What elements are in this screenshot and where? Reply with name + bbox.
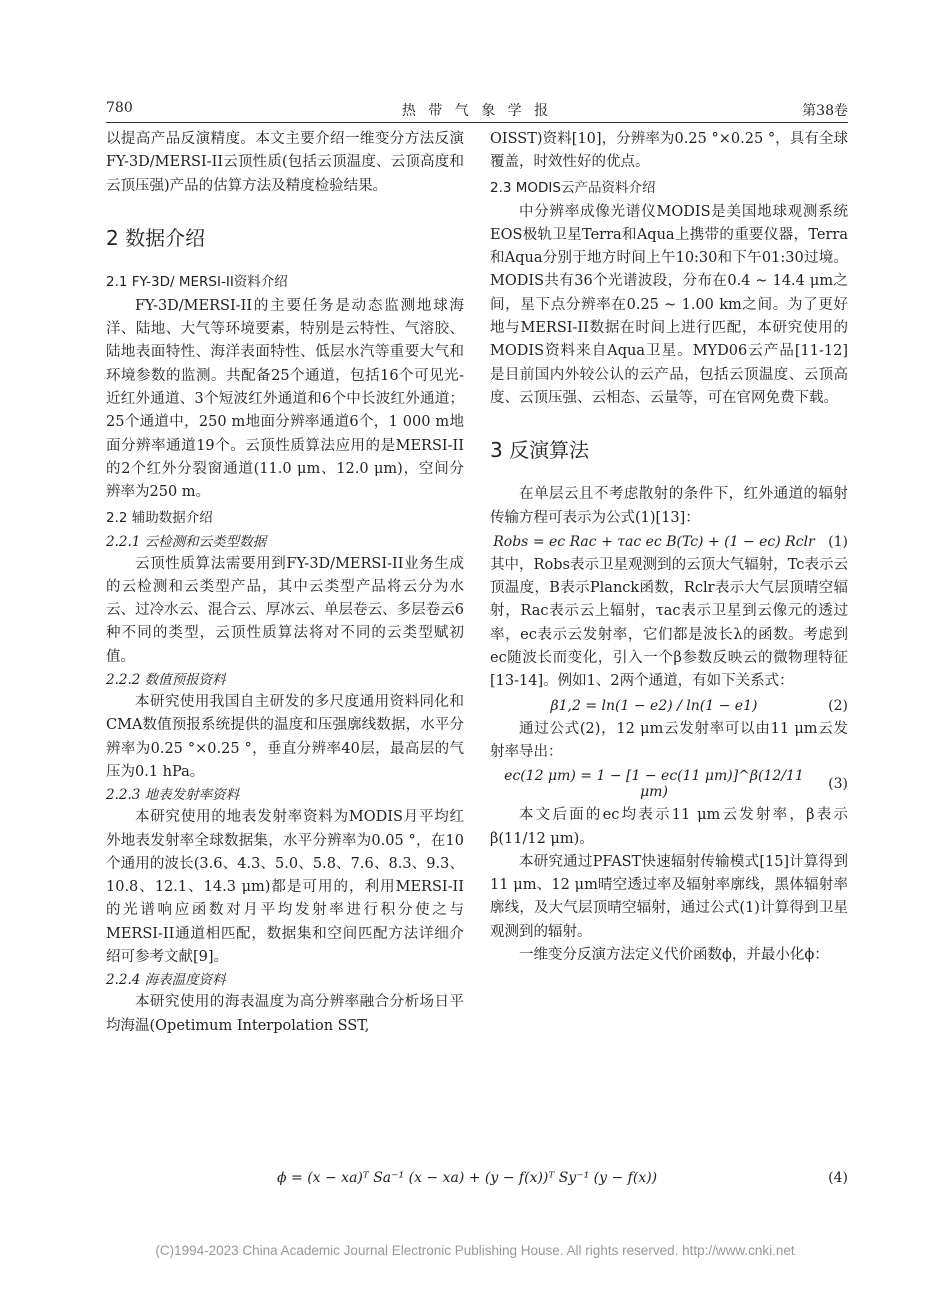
left-column [106, 128, 464, 1038]
paragraph-3-f: 一维变分反演方法定义代价函数ϕ，并最小化ϕ： [519, 947, 829, 964]
paragraph-2-3: 中分辨率成像光谱仪MODIS是美国地球观测系统EOS极轨卫星Terra和Aqua上携带的重要仪器，Terra和Aqua分别于地方时间上午10:30和下午01:30过境。MODIS共有36个光谱波段，分布在0.4 ~ 14.4 μm之间，星下点分辨率在0.25 ~ 1.00 km之间。为了更好地与MERSI-II数据在时间上进行匹配，本研究使用的MODIS资料来自Aqua卫星。MYD06云产品[11-12]是目前国内外较公认的云产品，包括云顶温度、云顶高度、云顶压强、云相态、云量等，可在官网免费下载。 [490, 203, 848, 406]
equation-2 [490, 698, 848, 714]
equation-3-body: ec(12 μm) = 1 − [1 − ec(11 μm)]^β(12/11 μm) [504, 768, 804, 801]
paragraph-2-1: FY-3D/MERSI-II的主要任务是动态监测地球海洋、陆地、大气等环境要素，特别是云特性、气溶胶、陆地表面特性、海洋表面特性、低层水汽等重要大气和环境参数的监测。共配备25个通道，包括16个可见光-近红外通道、3个短波红外通道和6个中长波红外通道；25个通道中，250 m地面分辨率通道6个，1 000 m地面分辨率通道19个。云顶性质算法应用的是MERSI-II的2个红外分裂窗通道(11.0 μm、12.0 μm)，空间分辨率为250 m。 [106, 297, 464, 501]
equation-1 [490, 534, 848, 550]
copyright-footer: (C)1994-2023 China Academic Journal Electronic Publishing House. All rights reserved. http://www.cnki.net [155, 1243, 795, 1258]
paragraph-2-2-3: 本研究使用的地表发射率资料为MODIS月平均红外地表发射率全球数据集，水平分辨率为0.05 °，在10个通用的波长(3.6、4.3、5.0、5.8、7.6、8.3、9.3、10.8、12.1、14.3 μm)都是可用的，利用MERSI-II的光谱响应函数对月平均发射率进行积分使之与MERSI-II通道相匹配，数据集和空间匹配方法详细介绍可参考文献[9]。 [106, 809, 464, 966]
section-2-heading: 2 数据介绍 [106, 225, 206, 250]
paragraph-3-d: 本文后面的ec均表示11 μm云发射率，β表示β(11/12 μm)。 [490, 807, 848, 847]
equation-3-number: (3) [828, 776, 848, 793]
equation-4-number: (4) [828, 1170, 848, 1186]
subsection-2-1-heading: 2.1 FY-3D/ MERSI-II资料介绍 [106, 273, 288, 290]
journal-title: 热 带 气 象 学 报 [401, 103, 553, 119]
subsection-2-2-3-heading: 2.2.3 地表发射率资料 [106, 787, 240, 804]
paragraph-2-2-2: 本研究使用我国自主研发的多尺度通用资料同化和CMA数值预报系统提供的温度和压强廓线数据，水平分辨率为0.25 °×0.25 °，垂直分辨率40层，最高层的气压为0.1 hPa。 [106, 694, 464, 780]
paragraph-2-2-4: 本研究使用的海表温度为高分辨率融合分析场日平均海温(Opetimum Interpolation SST, [106, 994, 464, 1034]
volume-label: 第38卷 [802, 103, 848, 119]
equation-4-body: ϕ = (x − xa)ᵀ Sa⁻¹ (x − xa) + (y − f(x))ᵀ Sy⁻¹ (y − f(x)) [277, 1170, 658, 1186]
paragraph-continued: OISST)资料[10]，分辨率为0.25 °×0.25 °，具有全球覆盖，时效性好的优点。 [490, 131, 848, 171]
paragraph-3-a: 在单层云且不考虑散射的条件下，红外通道的辐射传输方程可表示为公式(1)[13]： [490, 486, 848, 526]
equation-3 [490, 768, 848, 800]
intro-paragraph: 以提高产品反演精度。本文主要介绍一维变分方法反演FY-3D/MERSI-II云顶性质(包括云顶温度、云顶高度和云顶压强)产品的估算方法及精度检验结果。 [106, 131, 464, 194]
page-number: 780 [106, 100, 133, 116]
paragraph-3-e: 本研究通过PFAST快速辐射传输模式[15]计算得到11 μm、12 μm晴空透过率及辐射率廓线，黑体辐射率廓线，及大气层顶晴空辐射，通过公式(1)计算得到卫星观测到的辐射。 [490, 853, 848, 940]
subsection-2-2-4-heading: 2.2.4 海表温度资料 [106, 972, 226, 989]
equation-4 [106, 1170, 848, 1186]
running-header [106, 100, 848, 123]
subsection-2-2-2-heading: 2.2.2 数值预报资料 [106, 672, 226, 689]
paragraph-3-c: 通过公式(2)，12 μm云发射率可以由11 μm云发射率导出： [490, 720, 848, 760]
subsection-2-2-heading: 2.2 辅助数据介绍 [106, 509, 213, 526]
subsection-2-3-heading: 2.3 MODIS云产品资料介绍 [490, 179, 656, 196]
section-3-heading: 3 反演算法 [490, 438, 590, 463]
equation-1-number: (1) [828, 533, 848, 550]
equation-1-body: Robs = ec Rac + τac ec B(Tc) + (1 − ec) Rclr [493, 533, 815, 550]
equation-2-body: β1,2 = ln(1 − e2) / ln(1 − e1) [550, 697, 758, 714]
paragraph-2-2-1: 云顶性质算法需要用到FY-3D/MERSI-II业务生成的云检测和云类型产品，其中云类型产品将云分为水云、过冷水云、混合云、厚冰云、单层卷云、多层卷云6种不同的类型，云顶性质算法将对不同的云类型赋初值。 [106, 555, 464, 665]
subsection-2-2-1-heading: 2.2.1 云检测和云类型数据 [106, 533, 267, 550]
right-column [490, 128, 848, 967]
equation-2-number: (2) [828, 697, 848, 714]
paragraph-3-b: 其中，Robs表示卫星观测到的云顶大气辐射，Tc表示云顶温度，B表示Planck函数，Rclr表示大气层顶晴空辐射，Rac表示云上辐射，τac表示卫星到云像元的透过率，ec表示云发射率，它们都是波长λ的函数。考虑到ec随波长而变化，引入一个β参数反映云的微物理特征[13-14]。例如1、2两个通道，有如下关系式： [490, 556, 848, 690]
